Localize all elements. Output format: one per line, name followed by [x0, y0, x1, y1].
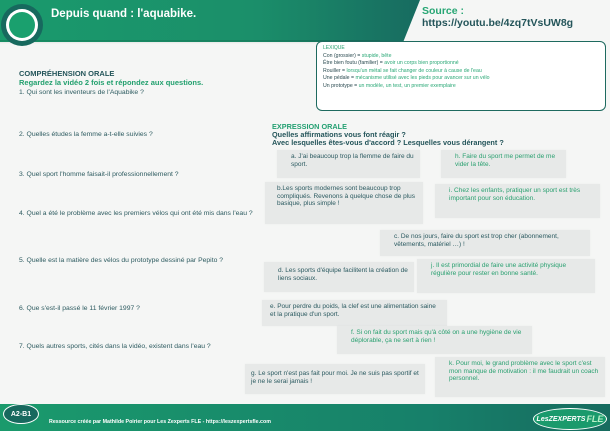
statement-card-i: i. Chez les enfants, pratiquer un sport est très important pour son éducation.	[435, 184, 600, 218]
expression-question-1: Quelles affirmations vous font réagir ?	[272, 130, 406, 139]
statement-card-a: a. J'ai beaucoup trop la flemme de faire du sport.	[277, 150, 420, 178]
question-1: 1. Qui sont les inventeurs de l'Aquabike ?	[19, 89, 144, 96]
brand-logo-main: LesZEXPERTS	[536, 415, 586, 423]
lexique-entry: Un prototype = un modèle, un test, un premier exemplaire	[323, 82, 456, 89]
lexique-entry: Con (grossier) = stupide, bête	[323, 52, 392, 59]
comprehension-title: COMPRÉHENSION ORALE	[19, 69, 115, 78]
circle-logo-icon	[1, 4, 43, 46]
question-5: 5. Quelle est la matière des vélos du prototype dessiné par Pepito ?	[19, 257, 224, 264]
statement-card-h: h. Faire du sport me permet de me vider la tête.	[441, 150, 566, 178]
source-block	[422, 5, 573, 29]
statement-card-k: k. Pour moi, le grand problème avec le sport c'est mon manque de motivation : il me faudrait un coach personnel.	[435, 357, 605, 397]
footer-banner	[0, 404, 610, 431]
footer-credit: Ressource créée par Mathilde Poirier pour Les Zexperts FLE - https://leszexpertsfle.com	[49, 419, 271, 425]
statement-card-c: c. De nos jours, faire du sport est trop cher (abonnement, vêtements, matériel …) !	[380, 230, 590, 256]
expression-question-2: Avec lesquelles êtes-vous d'accord ? Lesquelles vous dérangent ?	[272, 138, 504, 147]
source-label: Source :	[422, 5, 465, 17]
brand-logo-fle: FLE	[586, 414, 604, 424]
lexique-entry: Une pédale = mécanisme utilisé avec les pieds pour avancer sur un vélo	[323, 75, 490, 82]
statement-card-j: j. Il est primordial de faire une activité physique régulière pour rester en bonne santé.	[417, 259, 595, 293]
lexique-entry: Rouiller = lorsqu'un métal se fait changer de couleur à cause de l'eau	[323, 67, 482, 74]
question-7: 7. Quels autres sports, cités dans la vidéo, existent dans l'eau ?	[19, 343, 211, 350]
question-2: 2. Quelles études la femme a-t-elle suivies ?	[19, 131, 153, 138]
statement-card-g: g. Le sport n'est pas fait pour moi. Je ne suis pas sportif et je ne le serai jamais !	[245, 364, 425, 394]
statement-card-b: b.Les sports modernes sont beaucoup trop compliqués. Revenons à quelque chose de plus basique, plus simple !	[265, 182, 423, 224]
expression-title: EXPRESSION ORALE	[272, 122, 348, 131]
statement-card-d: d. Les sports d'équipe facilitent la création de liens sociaux.	[264, 262, 414, 292]
source-link[interactable]: https://youtu.be/4zq7tVsUW8g	[422, 17, 574, 29]
lexique-title: LEXIQUE	[323, 45, 345, 51]
lexique-box	[316, 41, 606, 111]
question-6: 6. Que s'est-il passé le 11 février 1997 ?	[19, 305, 140, 312]
page-title: Depuis quand : l'aquabike.	[51, 8, 197, 20]
comprehension-instruction: Regardez la vidéo 2 fois et répondez aux questions.	[19, 78, 204, 87]
brand-logo-icon	[533, 408, 607, 430]
question-3: 3. Quel sport l'homme faisait-il professionnellement ?	[19, 171, 179, 178]
level-badge: A2-B1	[3, 404, 39, 424]
lexique-entry: Être bien foutu (familier) = avoir un corps bien proportionné	[323, 60, 459, 67]
header-banner	[0, 0, 420, 42]
question-4: 4. Quel a été le problème avec les premiers vélos qui ont été mis dans l'eau ?	[19, 210, 253, 217]
statement-card-f: f. Si on fait du sport mais qu'à côté on a une hygiène de vie déplorable, ça ne sert à rien !	[337, 326, 532, 354]
statement-card-e: e. Pour perdre du poids, la clef est une alimentation saine et la pratique d'un sport.	[262, 300, 447, 326]
